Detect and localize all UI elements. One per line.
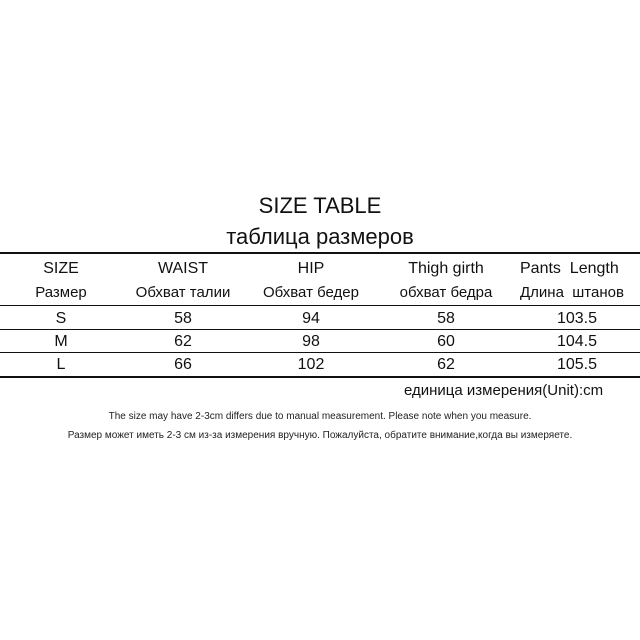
- header-pants-length-ru: Длина штанов: [520, 284, 624, 301]
- cell-waist: 58: [174, 310, 192, 327]
- cell-waist: 66: [174, 356, 192, 373]
- header-hip: HIP: [297, 260, 325, 277]
- cell-thigh-girth: 58: [437, 310, 455, 327]
- cell-thigh-girth: 60: [437, 333, 455, 350]
- table-row: [0, 354, 640, 376]
- table-row: [0, 308, 640, 330]
- cell-pants-length: 103.5: [556, 310, 598, 327]
- header-waist-ru: Обхват талии: [135, 284, 231, 301]
- note-russian: Размер может иметь 2-3 см из-за измерения вручную. Пожалуйста, обратите внимание,когда вы измеряете.: [67, 430, 573, 441]
- table-row: [0, 331, 640, 353]
- cell-waist: 62: [174, 333, 192, 350]
- cell-thigh-girth: 62: [437, 356, 455, 373]
- table-header-russian: [0, 282, 640, 304]
- cell-size: S: [55, 310, 67, 327]
- size-table: [0, 252, 640, 378]
- header-hip-ru: Обхват бедер: [263, 284, 359, 301]
- table-header-english: [0, 258, 640, 280]
- header-thigh-girth-ru: обхват бедра: [399, 284, 493, 301]
- page-subtitle: таблица размеров: [226, 224, 414, 249]
- note-english: The size may have 2-3cm differs due to manual measurement. Please note when you measure.: [108, 411, 532, 422]
- header-size: SIZE: [43, 260, 79, 277]
- row-divider: [0, 305, 640, 306]
- unit-label: единица измерения(Unit):cm: [404, 382, 604, 399]
- cell-pants-length: 105.5: [556, 356, 598, 373]
- cell-pants-length: 104.5: [556, 333, 598, 350]
- cell-hip: 102: [297, 356, 325, 373]
- page-title: SIZE TABLE: [258, 193, 382, 218]
- header-waist: WAIST: [157, 260, 209, 277]
- cell-size: L: [56, 356, 66, 373]
- header-size-ru: Размер: [35, 284, 87, 301]
- header-thigh-girth: Thigh girth: [408, 260, 484, 277]
- cell-hip: 98: [302, 333, 320, 350]
- cell-size: M: [54, 333, 68, 350]
- header-pants-length: Pants Length: [520, 260, 619, 277]
- cell-hip: 94: [302, 310, 320, 327]
